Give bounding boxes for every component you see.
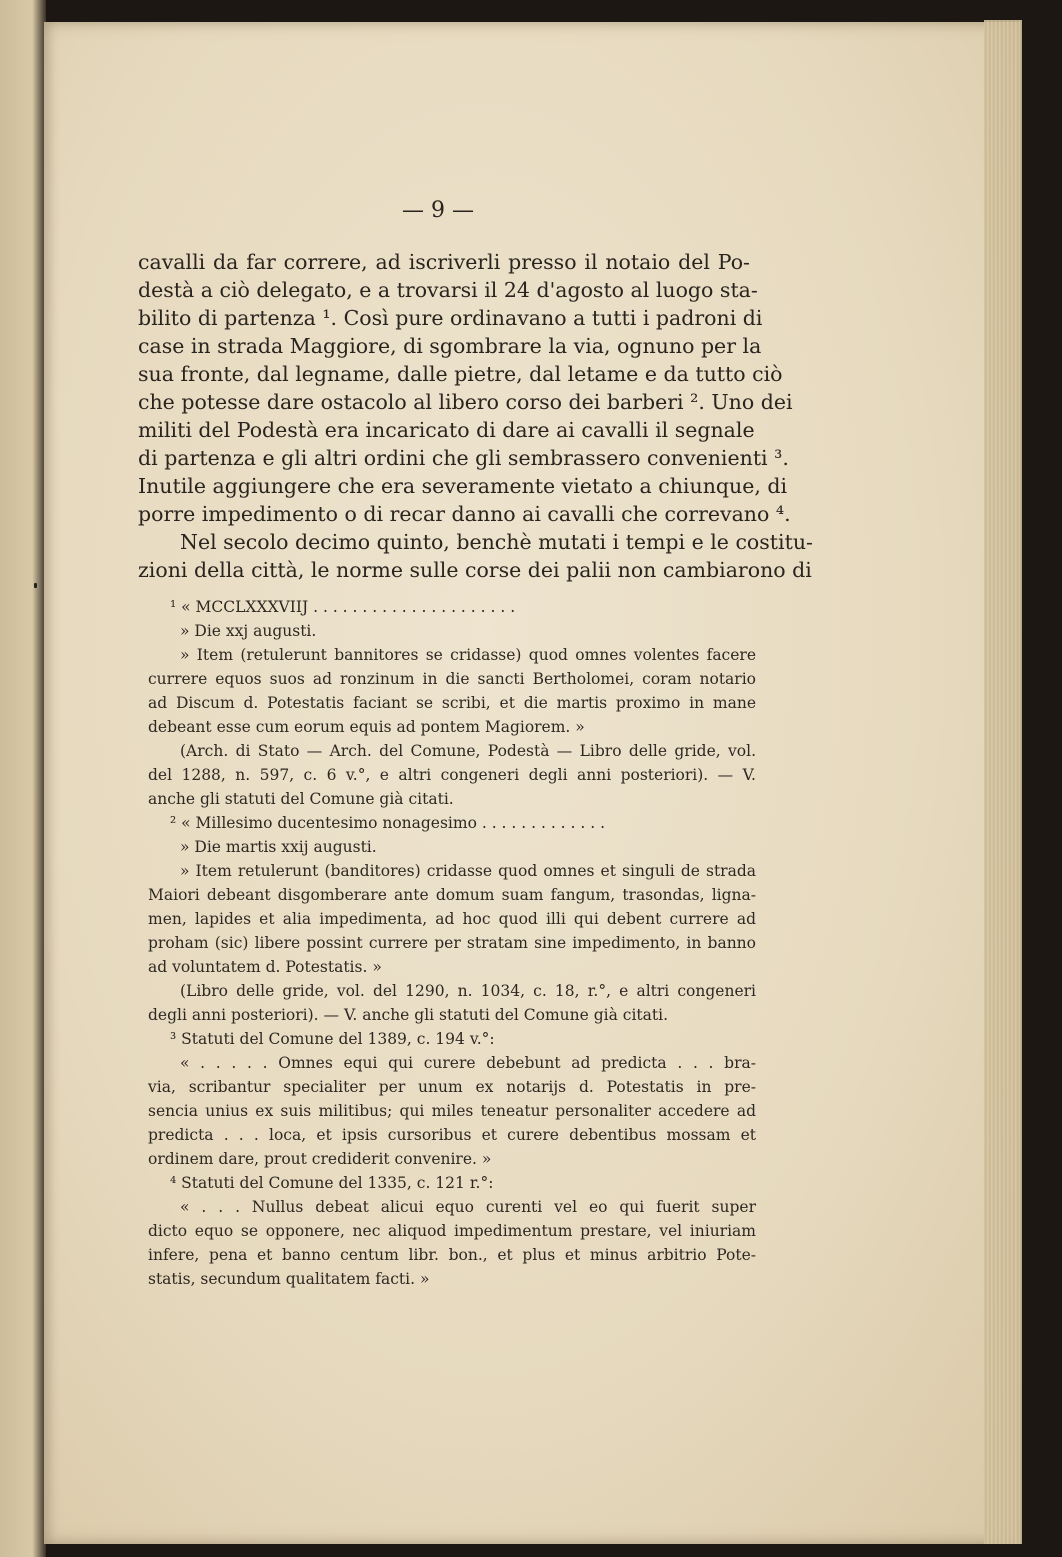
- footnote-line: ordinem dare, prout crediderit convenire. »: [148, 1150, 492, 1168]
- footnote-line: men, lapides et alia impedimenta, ad hoc quod illi qui debent currere ad: [148, 910, 756, 928]
- body-line: zioni della città, le norme sulle corse dei palii non cambiarono di: [138, 558, 812, 582]
- body-line: sua fronte, dal legname, dalle pietre, dal letame e da tutto ciò: [138, 362, 783, 386]
- footnote-line: » Item (retulerunt bannitores se cridasse) quod omnes volentes facere: [180, 646, 756, 664]
- footnote-line: currere equos suos ad ronzinum in die sancti Bertholomei, coram notario: [148, 670, 756, 688]
- body-line: Nel secolo decimo quinto, benchè mutati i tempi e le costitu-: [180, 530, 813, 554]
- body-line: cavalli da far correre, ad iscriverli presso il notaio del Po-: [138, 250, 750, 274]
- footnote-line: debeant esse cum eorum equis ad pontem Magiorem. »: [148, 718, 585, 736]
- body-line: militi del Podestà era incaricato di dare ai cavalli il segnale: [138, 418, 755, 442]
- footnote-line: proham (sic) libere possint currere per stratam sine impedimento, in banno: [148, 934, 756, 952]
- footnote-line: ³ Statuti del Comune del 1389, c. 194 v.°:: [170, 1030, 495, 1048]
- footnote-line: « . . . . . Omnes equi qui curere debebunt ad predicta . . . bra-: [180, 1054, 756, 1072]
- footnote-line: del 1288, n. 597, c. 6 v.°, e altri congeneri degli anni posteriori). — V.: [148, 766, 756, 784]
- body-line: porre impedimento o di recar danno ai cavalli che correvano ⁴.: [138, 502, 791, 526]
- body-line: case in strada Maggiore, di sgombrare la via, ognuno per la: [138, 334, 762, 358]
- footnote-line: » Die martis xxij augusti.: [180, 838, 377, 856]
- footnote-line: (Arch. di Stato — Arch. del Comune, Podestà — Libro delle gride, vol.: [180, 742, 756, 760]
- ink-speck: [34, 583, 37, 588]
- footnote-line: ² « Millesimo ducentesimo nonagesimo . . . . . . . . . . . . .: [170, 814, 606, 832]
- footnote-line: anche gli statuti del Comune già citati.: [148, 790, 454, 808]
- footnote-line: » Item retulerunt (banditores) cridasse quod omnes et singuli de strada: [180, 862, 756, 880]
- footnote-line: ad Discum d. Potestatis faciant se scribi, et die martis proximo in mane: [148, 694, 756, 712]
- footnote-line: ⁴ Statuti del Comune del 1335, c. 121 r.°:: [170, 1174, 494, 1192]
- footnote-line: infere, pena et banno centum libr. bon., et plus et minus arbitrio Pote-: [148, 1246, 756, 1264]
- footnote-line: dicto equo se opponere, nec aliquod impedimentum prestare, vel iniuriam: [148, 1222, 756, 1240]
- body-line: di partenza e gli altri ordini che gli sembrassero convenienti ³.: [138, 446, 789, 470]
- footnote-line: (Libro delle gride, vol. del 1290, n. 1034, c. 18, r.°, e altri congeneri: [180, 982, 756, 1000]
- footnote-line: » Die xxj augusti.: [180, 622, 317, 640]
- page-number: — 9 —: [402, 198, 474, 223]
- footnote-line: predicta . . . loca, et ipsis cursoribus et curere debentibus mossam et: [148, 1126, 756, 1144]
- footnote-line: Maiori debeant disgomberare ante domum suam fangum, trasondas, ligna-: [148, 886, 756, 904]
- footnote-line: ¹ « MCCLXXXVIIJ . . . . . . . . . . . . . . . . . . . . .: [170, 598, 516, 616]
- footnote-line: sencia unius ex suis militibus; qui miles teneatur personaliter accedere ad: [148, 1102, 756, 1120]
- body-line: Inutile aggiungere che era severamente vietato a chiunque, di: [138, 474, 788, 498]
- body-line: che potesse dare ostacolo al libero corso dei barberi ². Uno dei: [138, 390, 793, 414]
- page-fore-edge: [984, 20, 1022, 1544]
- body-line: destà a ciò delegato, e a trovarsi il 24 d'agosto al luogo sta-: [138, 278, 758, 302]
- footnote-line: via, scribantur specialiter per unum ex notarijs d. Potestatis in pre-: [148, 1078, 756, 1096]
- footnote-line: ad voluntatem d. Potestatis. »: [148, 958, 382, 976]
- footnote-line: statis, secundum qualitatem facti. »: [148, 1270, 430, 1288]
- footnote-line: « . . . Nullus debeat alicui equo curenti vel eo qui fuerit super: [180, 1198, 756, 1216]
- footnote-line: degli anni posteriori). — V. anche gli statuti del Comune già citati.: [148, 1006, 668, 1024]
- body-line: bilito di partenza ¹. Così pure ordinavano a tutti i padroni di: [138, 306, 763, 330]
- binding-edge: [0, 0, 46, 1557]
